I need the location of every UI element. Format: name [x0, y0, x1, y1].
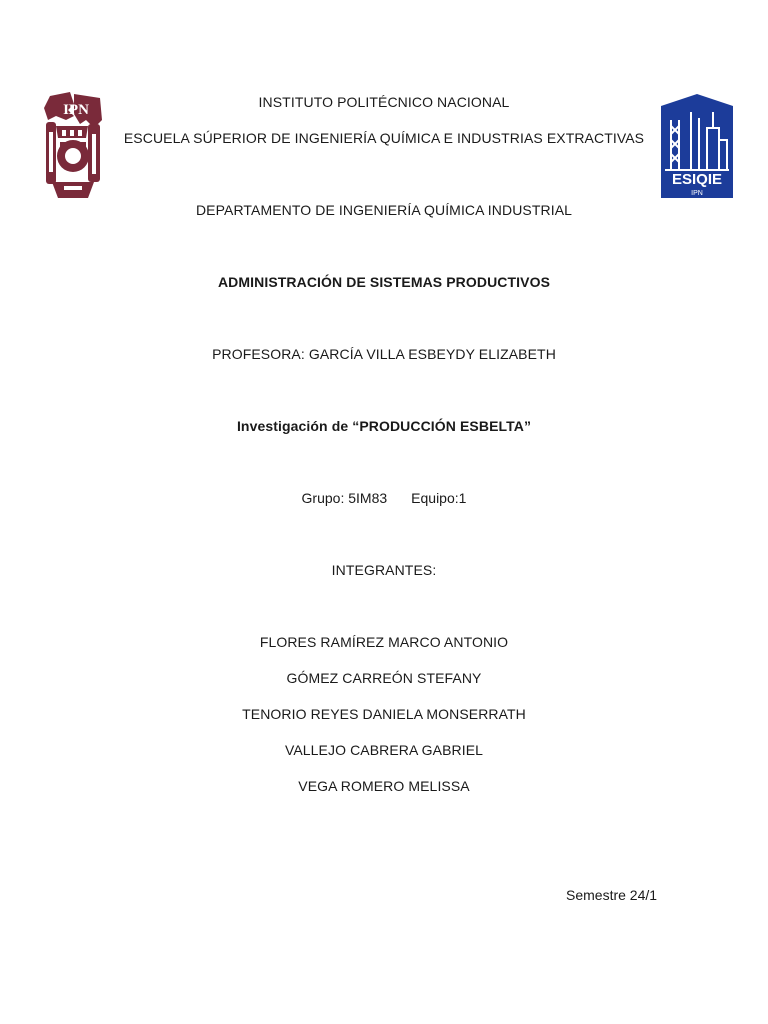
svg-text:IPN: IPN — [63, 102, 89, 118]
member-item: VEGA ROMERO MELISSA — [298, 778, 470, 794]
group-label: Grupo: 5IM83 — [301, 490, 388, 506]
document-title: Investigación de “PRODUCCIÓN ESBELTA” — [236, 418, 532, 434]
department-name: DEPARTAMENTO DE INGENIERÍA QUÍMICA INDUSTRIAL — [195, 202, 573, 218]
professor-name: PROFESORA: GARCÍA VILLA ESBEYDY ELIZABETH — [212, 346, 556, 362]
member-item: GÓMEZ CARREÓN STEFANY — [286, 670, 482, 686]
semester-label: Semestre 24/1 — [566, 887, 658, 903]
group-info — [0, 490, 768, 506]
team-label: Equipo:1 — [411, 490, 467, 506]
svg-text:IPN: IPN — [691, 190, 703, 197]
members-heading: INTEGRANTES: — [331, 562, 437, 578]
member-item: TENORIO REYES DANIELA MONSERRATH — [242, 706, 526, 722]
course-title: ADMINISTRACIÓN DE SISTEMAS PRODUCTIVOS — [217, 274, 551, 290]
member-item: VALLEJO CABRERA GABRIEL — [284, 742, 484, 758]
svg-text:ESIQIE: ESIQIE — [671, 171, 723, 188]
school-name: ESCUELA SÚPERIOR DE INGENIERÍA QUÍMICA E INDUSTRIAS EXTRACTIVAS — [123, 130, 645, 146]
institute-name: INSTITUTO POLITÉCNICO NACIONAL — [258, 94, 510, 110]
member-item: FLORES RAMÍREZ MARCO ANTONIO — [259, 634, 509, 650]
